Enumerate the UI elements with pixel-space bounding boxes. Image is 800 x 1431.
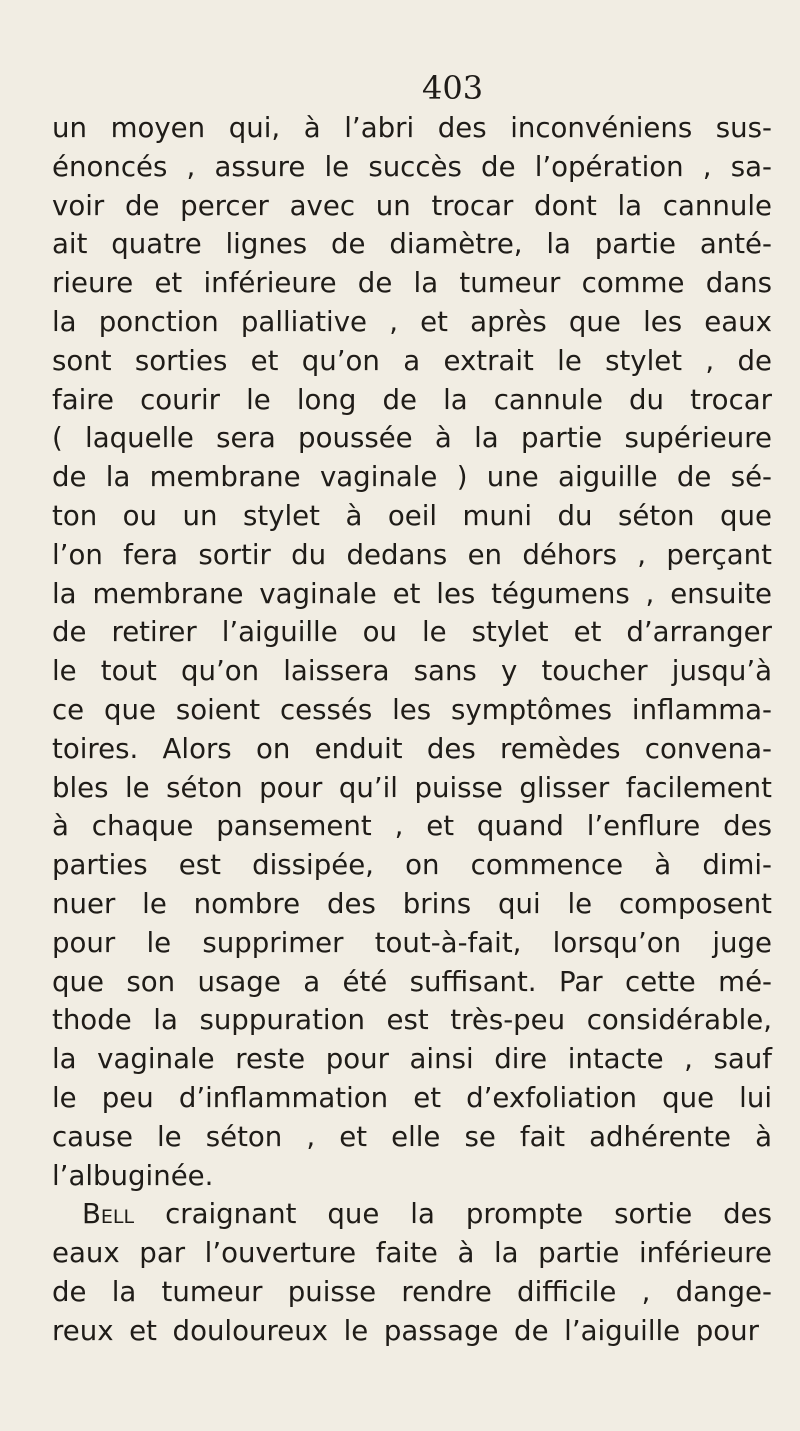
text-line: faire courir le long de la cannule du trocar [52, 382, 772, 416]
text-line: cause le séton , et elle se fait adhérente à [52, 1119, 772, 1153]
text-line: reux et douloureux le passage de l’aiguille pour [52, 1313, 759, 1347]
text-line: rieure et inférieure de la tumeur comme dans [52, 266, 772, 300]
text-line: la vaginale reste pour ainsi dire intacte , sauf [52, 1042, 772, 1076]
author-name: Bell [82, 1197, 135, 1231]
text-line: un moyen qui, à l’abri des inconvéniens sus- [52, 111, 772, 144]
text-line: la membrane vaginale et les tégumens , ensuite [52, 576, 772, 610]
paragraph-first-line-text: craignant que la prompte sortie des [165, 1197, 772, 1231]
text-line: à chaque pansement , et quand l’enflure des [52, 809, 772, 843]
text-line: voir de percer avec un trocar dont la cannule [52, 188, 772, 222]
text-line: énoncés , assure le succès de l’opération , sa- [52, 149, 772, 183]
text-line: bles le séton pour qu’il puisse glisser facilement [52, 770, 772, 804]
text-line: le peu d’inflammation et d’exfoliation que lui [52, 1080, 772, 1114]
text-line: sont sorties et qu’on a extrait le stylet , de [52, 343, 772, 377]
text-line: pour le supprimer tout-à-fait, lorsqu’on juge [52, 925, 772, 959]
text-line: parties est dissipée, on commence à dimi- [52, 848, 772, 882]
text-line: de la tumeur puisse rendre difficile , dange- [52, 1274, 772, 1308]
text-line: ( laquelle sera poussée à la partie supérieure [52, 421, 772, 455]
body-text [52, 109, 772, 1351]
text-line: de retirer l’aiguille ou le stylet et d’arranger [52, 615, 772, 649]
text-line: toires. Alors on enduit des remèdes convena- [52, 731, 772, 765]
text-line: l’on fera sortir du dedans en déhors , perçant [52, 537, 772, 571]
text-line: de la membrane vaginale ) une aiguille de sé- [52, 460, 772, 494]
text-line: ce que soient cessés les symptômes inflamma- [52, 692, 772, 726]
text-line: l’albuginée. [52, 1158, 214, 1192]
text-line: le tout qu’on laissera sans y toucher jusqu’à [52, 654, 772, 688]
text-line: thode la suppuration est très-peu considérable, [52, 1003, 772, 1037]
text-line: que son usage a été suffisant. Par cette mé- [52, 964, 772, 998]
text-line: ait quatre lignes de diamètre, la partie anté- [52, 227, 772, 261]
paragraph-first-line [52, 1195, 772, 1234]
text-line: la ponction palliative , et après que les eaux [52, 304, 772, 338]
text-line: nuer le nombre des brins qui le composent [52, 886, 772, 920]
text-line: ton ou un stylet à oeil muni du séton que [52, 498, 772, 532]
page-number: 403 [422, 69, 484, 107]
text-line: eaux par l’ouverture faite à la partie inférieure [52, 1236, 772, 1270]
